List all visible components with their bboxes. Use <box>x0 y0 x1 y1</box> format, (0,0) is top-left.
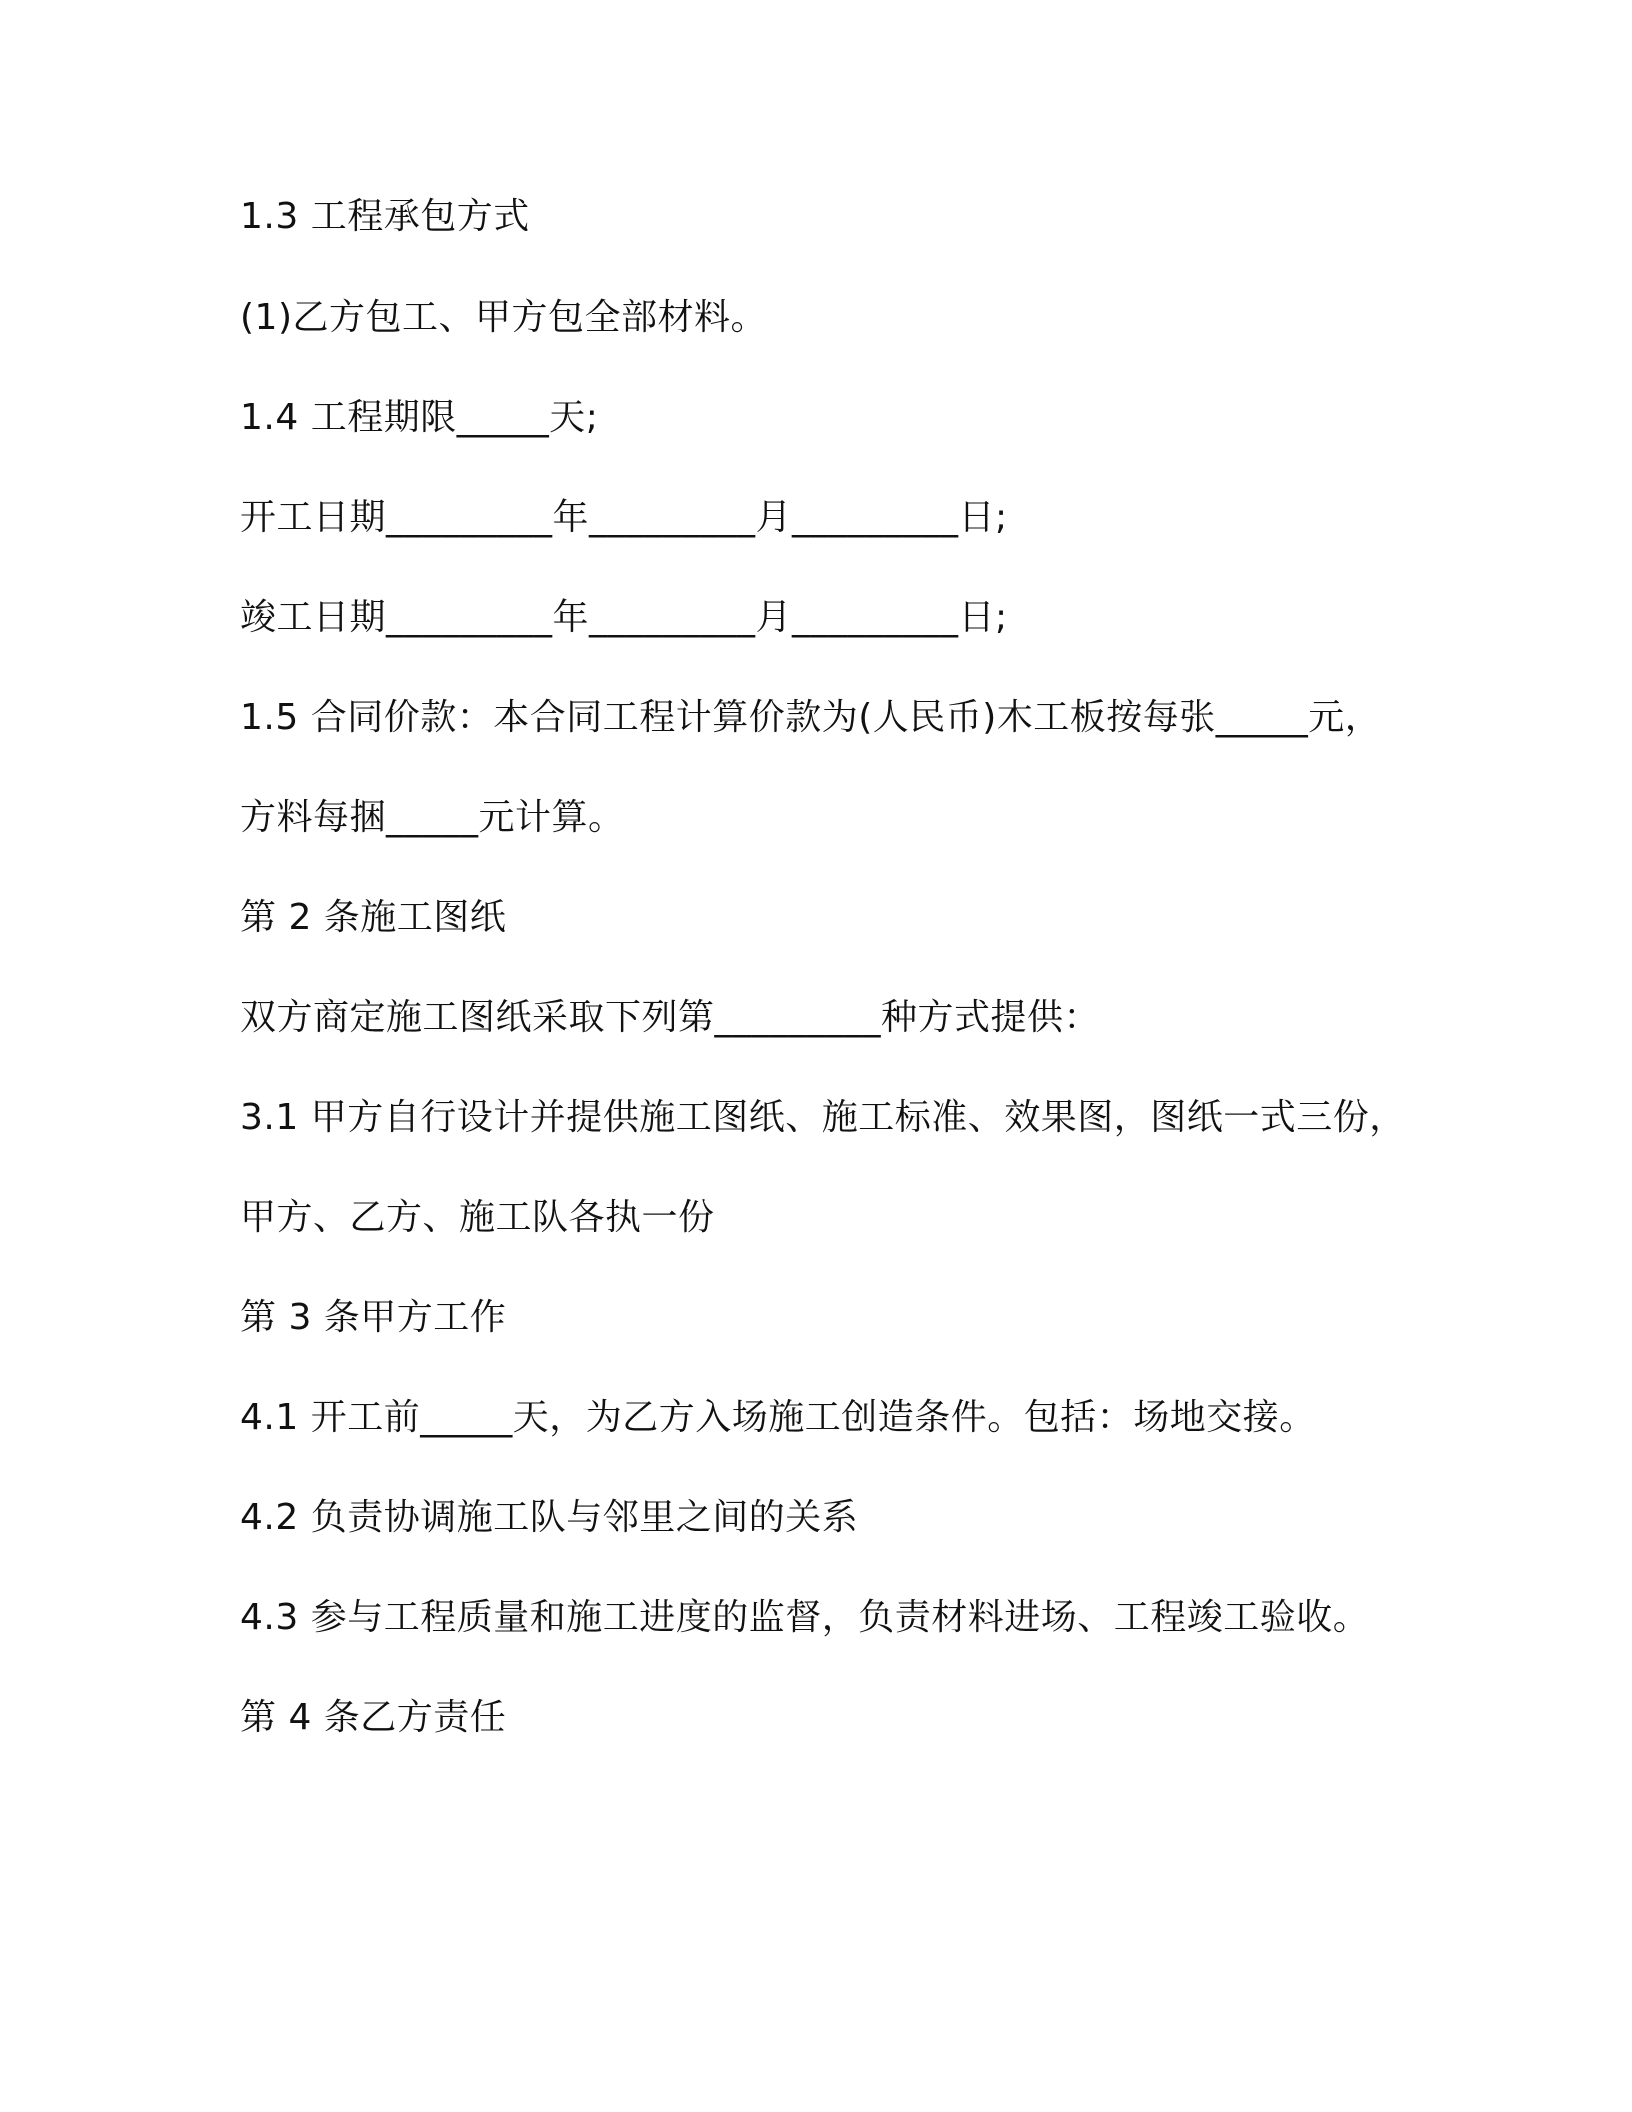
article-heading-2: 第 2 条施工图纸 <box>240 897 507 938</box>
paragraph-line: 方料每捆_____元计算。 <box>240 797 625 838</box>
paragraph-line: 双方商定施工图纸采取下列第_________种方式提供： <box>240 997 1101 1038</box>
article-heading-3: 第 3 条甲方工作 <box>240 1297 507 1338</box>
paragraph-line: 1.4 工程期限_____天; <box>240 397 599 438</box>
paragraph-line: 3.1 甲方自行设计并提供施工图纸、施工标准、效果图，图纸一式三份， <box>240 1097 1406 1138</box>
paragraph-line: 甲方、乙方、施工队各执一份 <box>240 1197 715 1238</box>
paragraph-line: 竣工日期_________年_________月_________日; <box>240 597 1008 638</box>
paragraph-line: (1)乙方包工、甲方包全部材料。 <box>240 297 767 338</box>
paragraph-line: 开工日期_________年_________月_________日; <box>240 497 1008 538</box>
paragraph-line: 4.2 负责协调施工队与邻里之间的关系 <box>240 1497 859 1538</box>
section-heading-1-3: 1.3 工程承包方式 <box>240 196 530 237</box>
paragraph-line: 4.1 开工前_____天，为乙方入场施工创造条件。包括：场地交接。 <box>240 1397 1316 1438</box>
paragraph-line: 4.3 参与工程质量和施工进度的监督，负责材料进场、工程竣工验收。 <box>240 1597 1370 1638</box>
paragraph-line: 1.5 合同价款：本合同工程计算价款为(人民币)木工板按每张_____元， <box>240 697 1382 738</box>
article-heading-4: 第 4 条乙方责任 <box>240 1697 507 1738</box>
